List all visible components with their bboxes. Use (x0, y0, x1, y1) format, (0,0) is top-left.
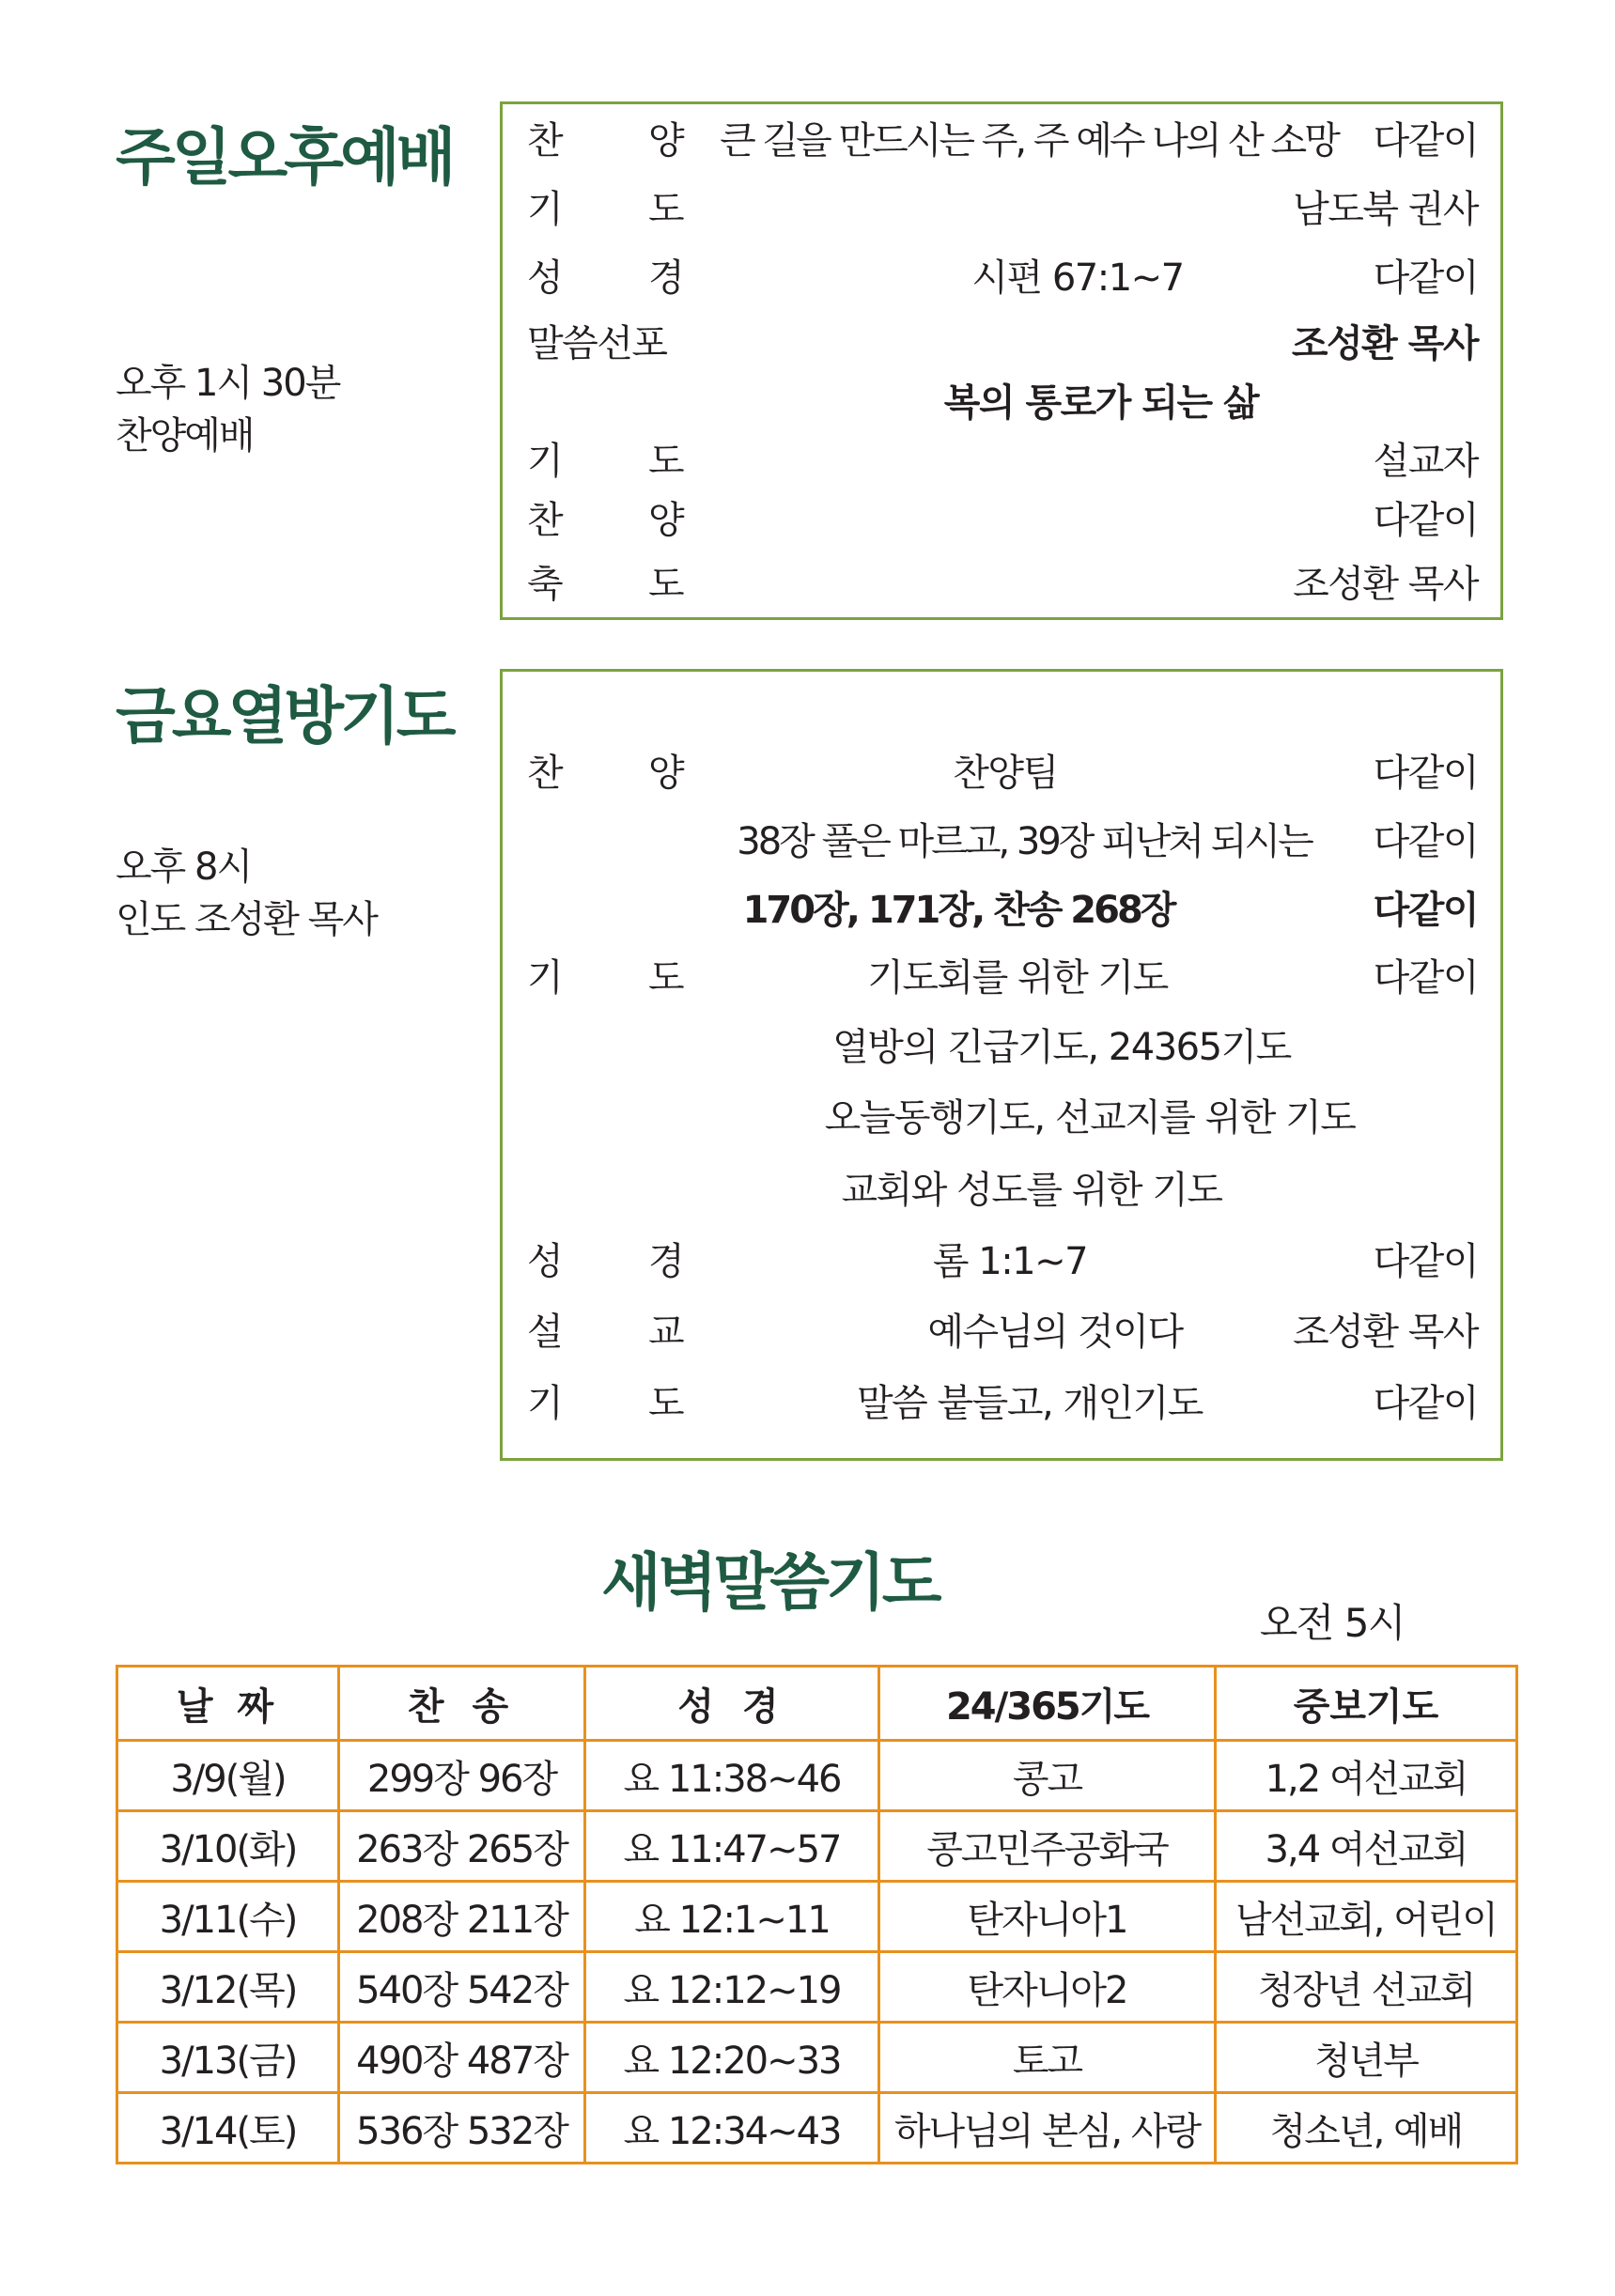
cell-hymn: 490장 487장 (339, 2023, 585, 2093)
table-row (117, 1952, 1517, 2023)
header-hymn: 찬 송 (339, 1667, 585, 1741)
cell-24365-prayer: 콩고민주공화국 (879, 1811, 1216, 1882)
program-content: 롬 1:1~7 (932, 1240, 1088, 1283)
program-leader: 조성환 목사 (1291, 322, 1478, 365)
cell-24365-prayer: 탄자니아1 (879, 1882, 1216, 1952)
program-row (503, 492, 1500, 549)
program-row (503, 181, 1500, 238)
program-row (503, 1304, 1500, 1360)
sunday-service-time: 오후 1시 30분 (116, 362, 340, 405)
program-leader: 다같이 (1373, 889, 1478, 932)
program-leader: 다같이 (1373, 1240, 1478, 1283)
program-leader: 다같이 (1373, 256, 1478, 300)
dawn-prayer-title: 새벽말씀기도 (601, 1546, 939, 1619)
header-24365-prayer: 24/365기도 (879, 1667, 1216, 1741)
program-content: 38장 풀은 마르고, 39장 피난처 되시는 (737, 820, 1312, 863)
friday-prayer-leader: 인도 조성환 목사 (116, 898, 377, 941)
cell-intercession: 청년부 (1216, 2023, 1517, 2093)
friday-prayer-time: 오후 8시 (116, 845, 252, 889)
program-leader: 다같이 (1373, 956, 1478, 1000)
program-label: 축 (527, 563, 563, 606)
program-label: 도 (648, 440, 684, 483)
program-leader: 조성환 목사 (1293, 1311, 1478, 1354)
program-row (503, 113, 1500, 169)
cell-date: 3/12(목) (117, 1952, 339, 2023)
program-label: 찬 (527, 752, 563, 795)
sunday-program-box (500, 101, 1503, 620)
cell-hymn: 540장 542장 (339, 1952, 585, 2023)
cell-scripture: 요 11:47~57 (585, 1811, 879, 1882)
cell-hymn: 263장 265장 (339, 1811, 585, 1882)
cell-date: 3/9(월) (117, 1741, 339, 1811)
cell-date: 3/11(수) (117, 1882, 339, 1952)
program-label: 기 (527, 1382, 563, 1425)
table-row (117, 2023, 1517, 2093)
table-row (117, 1882, 1517, 1952)
program-row (503, 1233, 1500, 1290)
program-content: 시편 67:1~7 (971, 256, 1184, 300)
dawn-prayer-time: 오전 5시 (1259, 1600, 1405, 1646)
program-leader: 다같이 (1373, 499, 1478, 542)
program-row (503, 556, 1500, 613)
cell-hymn: 299장 96장 (339, 1741, 585, 1811)
cell-intercession: 1,2 여선교회 (1216, 1741, 1517, 1811)
program-content: 큰 길을 만드시는 주, 주 예수 나의 산 소망 (720, 119, 1338, 163)
program-row (503, 1019, 1500, 1076)
sunday-service-title: 주일오후예배 (116, 121, 453, 194)
program-content: 170장, 171장, 찬송 268장 (742, 889, 1174, 932)
friday-prayer-title: 금요열방기도 (116, 680, 453, 752)
program-row (503, 745, 1500, 801)
program-label: 말씀선포 (527, 322, 667, 365)
program-row (503, 433, 1500, 489)
program-content: 열방의 긴급기도, 24365기도 (832, 1026, 1291, 1069)
program-row (503, 882, 1500, 939)
program-content: 말씀 붙들고, 개인기도 (857, 1382, 1203, 1425)
program-label: 찬 (527, 499, 563, 542)
cell-24365-prayer: 하나님의 본심, 사랑 (879, 2093, 1216, 2164)
program-content: 기도회를 위한 기도 (867, 956, 1168, 1000)
table-row (117, 1811, 1517, 1882)
program-label: 경 (648, 1240, 684, 1283)
cell-intercession: 청소년, 예배 (1216, 2093, 1517, 2164)
table-header-row (117, 1667, 1517, 1741)
program-content: 오늘동행기도, 선교지를 위한 기도 (824, 1096, 1356, 1140)
sunday-service-type: 찬양예배 (116, 414, 254, 458)
program-label: 찬 (527, 119, 563, 163)
program-label: 성 (527, 256, 563, 300)
program-label: 성 (527, 1240, 563, 1283)
program-label: 양 (648, 119, 684, 163)
program-row (503, 316, 1500, 372)
cell-scripture: 요 12:20~33 (585, 2023, 879, 2093)
cell-scripture: 요 12:12~19 (585, 1952, 879, 2023)
program-label: 기 (527, 188, 563, 231)
program-label: 설 (527, 1311, 563, 1354)
cell-intercession: 3,4 여선교회 (1216, 1811, 1517, 1882)
cell-scripture: 요 12:1~11 (585, 1882, 879, 1952)
program-label: 교 (648, 1311, 684, 1354)
cell-date: 3/14(토) (117, 2093, 339, 2164)
friday-prayer-note (116, 841, 377, 946)
cell-24365-prayer: 토고 (879, 2023, 1216, 2093)
table-row (117, 2093, 1517, 2164)
program-label: 양 (648, 499, 684, 542)
program-leader: 다같이 (1373, 820, 1478, 863)
program-label: 기 (527, 440, 563, 483)
program-leader: 다같이 (1373, 752, 1478, 795)
header-scripture: 성 경 (585, 1667, 879, 1741)
cell-date: 3/13(금) (117, 2023, 339, 2093)
program-leader: 설교자 (1373, 440, 1478, 483)
program-label: 도 (648, 956, 684, 1000)
cell-hymn: 536장 532장 (339, 2093, 585, 2164)
sermon-title: 복의 통로가 되는 삶 (943, 381, 1259, 425)
header-date: 날 짜 (117, 1667, 339, 1741)
cell-intercession: 남선교회, 어린이 (1216, 1882, 1517, 1952)
program-leader: 남도북 권사 (1293, 188, 1478, 231)
cell-hymn: 208장 211장 (339, 1882, 585, 1952)
header-intercession: 중보기도 (1216, 1667, 1517, 1741)
cell-scripture: 요 11:38~46 (585, 1741, 879, 1811)
program-row (503, 1162, 1500, 1218)
program-row (503, 1375, 1500, 1432)
program-label: 양 (648, 752, 684, 795)
program-label: 도 (648, 1382, 684, 1425)
program-content: 교회와 성도를 위한 기도 (841, 1169, 1222, 1212)
program-row (503, 950, 1500, 1006)
friday-program-box (500, 669, 1503, 1461)
cell-date: 3/10(화) (117, 1811, 339, 1882)
program-label: 기 (527, 956, 563, 1000)
cell-24365-prayer: 탄자니아2 (879, 1952, 1216, 2023)
program-row (503, 814, 1500, 870)
program-leader: 다같이 (1373, 119, 1478, 163)
program-row (503, 250, 1500, 306)
sunday-service-note (116, 357, 339, 462)
dawn-schedule-table (116, 1665, 1518, 2164)
program-label: 도 (648, 563, 684, 606)
program-row (503, 375, 1500, 431)
program-label: 도 (648, 188, 684, 231)
program-leader: 다같이 (1373, 1382, 1478, 1425)
cell-scripture: 요 12:34~43 (585, 2093, 879, 2164)
program-leader: 조성환 목사 (1293, 563, 1478, 606)
program-row (503, 1090, 1500, 1146)
program-content: 예수님의 것이다 (927, 1311, 1183, 1354)
program-label: 경 (648, 256, 684, 300)
program-content: 찬양팀 (953, 752, 1058, 795)
cell-24365-prayer: 콩고 (879, 1741, 1216, 1811)
table-row (117, 1741, 1517, 1811)
cell-intercession: 청장년 선교회 (1216, 1952, 1517, 2023)
